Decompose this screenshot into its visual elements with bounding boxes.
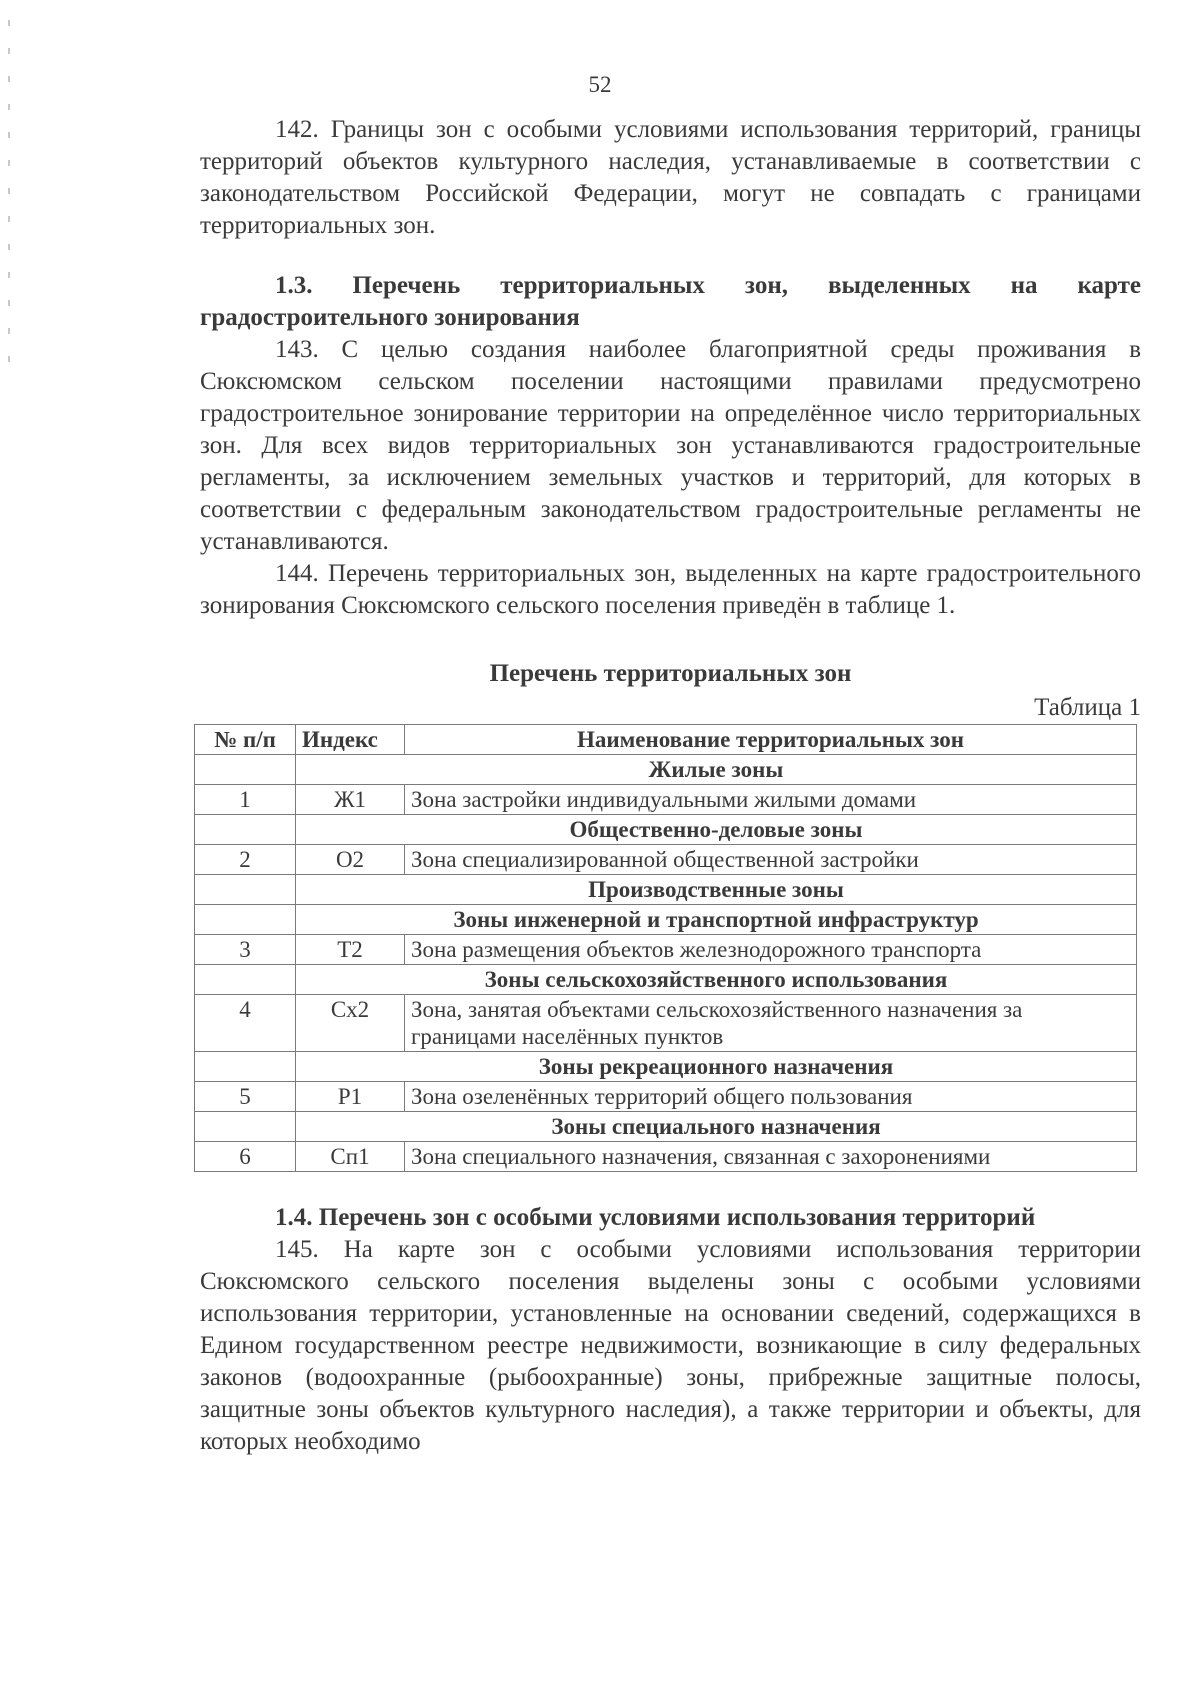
- group-empty-cell: [195, 875, 296, 905]
- row-number: 2: [195, 845, 296, 875]
- zone-group-label: Жилые зоны: [296, 755, 1137, 785]
- header-num: № п/п: [195, 725, 296, 755]
- row-number: 4: [195, 995, 296, 1052]
- spacer: [200, 242, 1141, 270]
- group-empty-cell: [195, 755, 296, 785]
- table-row: [195, 995, 1137, 1052]
- table-row: [195, 935, 1137, 965]
- section-heading-1-3: 1.3. Перечень территориальных зон, выделенных на карте градостроительного зонирования: [200, 272, 1141, 331]
- section-heading-1-4: 1.4. Перечень зон с особыми условиями использования территорий: [275, 1204, 1036, 1231]
- header-name: Наименование территориальных зон: [405, 725, 1137, 755]
- row-number: 6: [195, 1142, 296, 1172]
- zone-index: Т2: [296, 935, 405, 965]
- table-body: [195, 755, 1137, 1172]
- group-empty-cell: [195, 1112, 296, 1142]
- zone-index: Р1: [296, 1082, 405, 1112]
- table-header-row: [195, 725, 1137, 755]
- table-row: [195, 785, 1137, 815]
- zone-index: Сп1: [296, 1142, 405, 1172]
- page-number: 52: [588, 72, 612, 97]
- zone-name: Зона, занятая объектами сельскохозяйственного назначения за границами населённых пунктов: [405, 995, 1137, 1052]
- zone-name: Зона размещения объектов железнодорожного транспорта: [405, 935, 1137, 965]
- table-row: [195, 1082, 1137, 1112]
- group-empty-cell: [195, 1052, 296, 1082]
- zone-group-label: Зоны рекреационного назначения: [296, 1052, 1137, 1082]
- zone-group-label: Общественно-деловые зоны: [296, 815, 1137, 845]
- table-group-row: [195, 815, 1137, 845]
- table-group-row: [195, 965, 1137, 995]
- zone-group-label: Производственные зоны: [296, 875, 1137, 905]
- zone-group-label: Зоны специального назначения: [296, 1112, 1137, 1142]
- table-group-row: [195, 875, 1137, 905]
- group-empty-cell: [195, 905, 296, 935]
- zone-name: Зона специализированной общественной застройки: [405, 845, 1137, 875]
- zone-name: Зона застройки индивидуальными жилыми домами: [405, 785, 1137, 815]
- table-title: Перечень территориальных зон: [489, 660, 852, 687]
- row-number: 5: [195, 1082, 296, 1112]
- group-empty-cell: [195, 815, 296, 845]
- table-row: [195, 1142, 1137, 1172]
- row-number: 1: [195, 785, 296, 815]
- zone-group-label: Зоны сельскохозяйственного использования: [296, 965, 1137, 995]
- paragraph-145: 145. На карте зон с особыми условиями использования территории Сюксюмского сельского поселения выделены зоны с особыми условиями использования территории, установленные на основании сведений, содержащихся в Едином государственном реестре недвижимости, возникающие в силу федеральных законов (водоохранные (рыбоохранные) зоны, прибрежные защитные полосы, защитные зоны объектов культурного наследия), а также территории и объекты, для которых необходимо: [200, 1236, 1141, 1455]
- zone-group-label: Зоны инженерной и транспортной инфраструктур: [296, 905, 1137, 935]
- paragraph-142: 142. Границы зон с особыми условиями использования территорий, границы территорий объектов культурного наследия, устанавливаемые в соответствии с законодательством Российской Федерации, могут не совпадать с границами территориальных зон.: [200, 116, 1141, 239]
- group-empty-cell: [195, 965, 296, 995]
- territorial-zones-table: [194, 724, 1137, 1172]
- zone-index: О2: [296, 845, 405, 875]
- zone-index: Ж1: [296, 785, 405, 815]
- zone-name: Зона озеленённых территорий общего пользования: [405, 1082, 1137, 1112]
- table-group-row: [195, 755, 1137, 785]
- document-body: [200, 114, 1141, 1458]
- header-index: Индекс: [296, 725, 405, 755]
- row-number: 3: [195, 935, 296, 965]
- table-group-row: [195, 905, 1137, 935]
- zone-name: Зона специального назначения, связанная с захоронениями: [405, 1142, 1137, 1172]
- paragraph-144: 144. Перечень территориальных зон, выделенных на карте градостроительного зонирования Сюксюмского сельского поселения приведён в таблице 1.: [200, 560, 1141, 619]
- table-label: Таблица 1: [1034, 694, 1141, 721]
- table-group-row: [195, 1112, 1137, 1142]
- zone-index: Сх2: [296, 995, 405, 1052]
- table-group-row: [195, 1052, 1137, 1082]
- table-row: [195, 845, 1137, 875]
- paragraph-143: 143. С целью создания наиболее благоприятной среды проживания в Сюксюмском сельском поселении настоящими правилами предусмотрено градостроительное зонирование территории на определённое число территориальных зон. Для всех видов территориальных зон устанавливаются градостроительные регламенты, за исключением земельных участков и территорий, для которых в соответствии с федеральным законодательством градостроительные регламенты не устанавливаются.: [200, 336, 1141, 555]
